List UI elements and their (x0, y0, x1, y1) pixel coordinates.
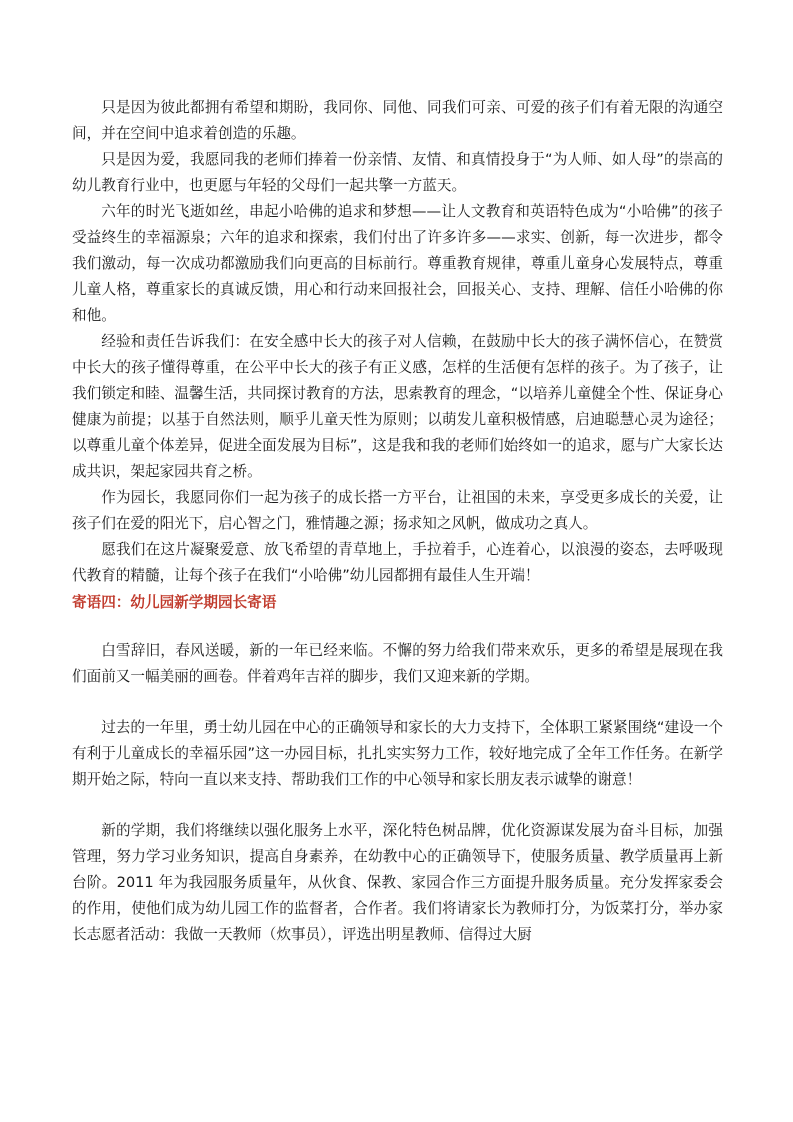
section-heading: 寄语四：幼儿园新学期园长寄语 (72, 594, 277, 611)
paragraph: 六年的时光飞逝如丝，串起小哈佛的追求和梦想——让人文教育和英语特色成为“小哈佛”的孩子受益终生的幸福源泉；六年的追求和探索，我们付出了许多许多——求实、创新，每一次进步，都令我们激动，每一次成功都激励我们向更高的目标前行。尊重教育规律，尊重儿童身心发展特点，尊重儿童人格，尊重家长的真诚反馈，用心和行动来回报社会，回报关心、支持、理解、信任小哈佛的你和他。 (72, 203, 723, 324)
paragraph: 只是因为爱，我愿同我的老师们捧着一份亲情、友情、和真情投身于“为人师、如人母”的崇高的幼儿教育行业中，也更愿与年轻的父母们一起共擎一方蓝天。 (72, 151, 723, 194)
paragraph: 新的学期，我们将继续以强化服务上水平，深化特色树品牌，优化资源谋发展为奋斗目标，加强管理，努力学习业务知识，提高自身素养，在幼教中心的正确领导下，使服务质量、教学质量再上新台阶。2011 年为我园服务质量年，从伙食、保教、家园合作三方面提升服务质量。充分发挥家委会的作用，使他们成为幼儿园工作的监督者，合作者。我们将请家长为教师打分，为饭菜打分，举办家长志愿者活动：我做一天教师（炊事员），评选出明星教师、信得过大厨 (72, 822, 723, 943)
paragraph: 作为园长，我愿同你们一起为孩子的成长搭一方平台，让祖国的未来，享受更多成长的关爱，让孩子们在爱的阳光下，启心智之门，雅情趣之源；扬求知之风帆，做成功之真人。 (72, 489, 723, 532)
paragraph: 经验和责任告诉我们：在安全感中长大的孩子对人信赖，在鼓励中长大的孩子满怀信心，在赞赏中长大的孩子懂得尊重，在公平中长大的孩子有正义感，怎样的生活便有怎样的孩子。为了孩子，让我们锁定和睦、温馨生活，共同探讨教育的方法，思索教育的理念，“以培养儿童健全个性、保证身心健康为前提；以基于自然法则，顺乎儿童天性为原则；以萌发儿童积极情感，启迪聪慧心灵为途径；以尊重儿童个体差异，促进全面发展为目标”，这是我和我的老师们始终如一的追求，愿与广大家长达成共识，架起家园共育之桥。 (72, 333, 723, 480)
paragraph: 只是因为彼此都拥有希望和期盼，我同你、同他、同我们可亲、可爱的孩子们有着无限的沟通空间，并在空间中追求着创造的乐趣。 (72, 99, 723, 142)
paragraph: 愿我们在这片凝聚爱意、放飞希望的青草地上，手拉着手，心连着心，以浪漫的姿态，去呼吸现代教育的精髓，让每个孩子在我们“小哈佛”幼儿园都拥有最佳人生开端！ (72, 541, 723, 584)
paragraph: 白雪辞旧，春风送暖，新的一年已经来临。不懈的努力给我们带来欢乐，更多的希望是展现在我们面前又一幅美丽的画卷。伴着鸡年吉祥的脚步，我们又迎来新的学期。 (72, 642, 723, 685)
paragraph: 过去的一年里，勇士幼儿园在中心的正确领导和家长的大力支持下，全体职工紧紧围绕“建设一个有利于儿童成长的幸福乐园”这一办园目标，扎扎实实努力工作，较好地完成了全年工作任务。在新学期开始之际，特向一直以来支持、帮助我们工作的中心领导和家长朋友表示诚挚的谢意！ (72, 719, 723, 788)
